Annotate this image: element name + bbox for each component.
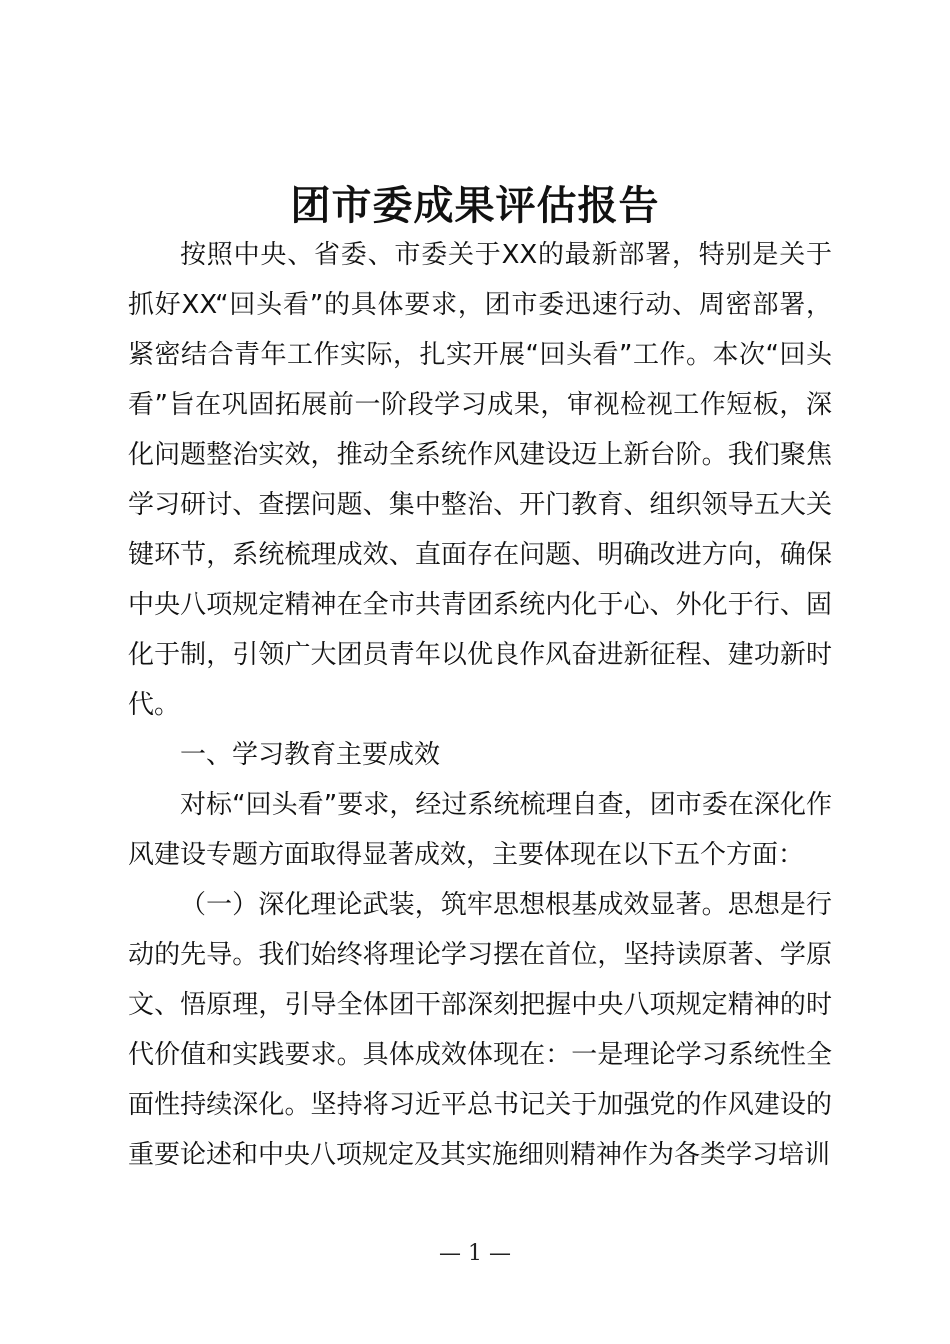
section-intro-paragraph: 对标“回头看”要求，经过系统梳理自查，团市委在深化作风建设专题方面取得显著成效，主要体现在以下五个方面： xyxy=(128,790,832,870)
document-body xyxy=(128,230,832,1180)
section-heading: 一、学习教育主要成效 xyxy=(180,740,441,770)
document-title: 团市委成果评估报告 xyxy=(290,182,660,229)
intro-paragraph: 按照中央、省委、市委关于XX的最新部署，特别是关于抓好XX“回头看”的具体要求，团市委迅速行动、周密部署，紧密结合青年工作实际，扎实开展“回头看”工作。本次“回头看”旨在巩固拓展前一阶段学习成果，审视检视工作短板，深化问题整治实效，推动全系统作风建设迈上新台阶。我们聚焦学习研讨、查摆问题、集中整治、开门教育、组织领导五大关键环节，系统梳理成效、直面存在问题、明确改进方向，确保中央八项规定精神在全市共青团系统内化于心、外化于行、固化于制，引领广大团员青年以优良作风奋进新征程、建功新时代。 xyxy=(128,240,832,720)
subsection-paragraph: （一）深化理论武装，筑牢思想根基成效显著。思想是行动的先导。我们始终将理论学习摆在首位，坚持读原著、学原文、悟原理，引导全体团干部深刻把握中央八项规定精神的时代价值和实践要求。具体成效体现在：一是理论学习系统性全面性持续深化。坚持将习近平总书记关于加强党的作风建设的重要论述和中央八项规定及其实施细则精神作为各类学习培训 xyxy=(128,890,832,1170)
page-number: — 1 — xyxy=(439,1241,511,1266)
